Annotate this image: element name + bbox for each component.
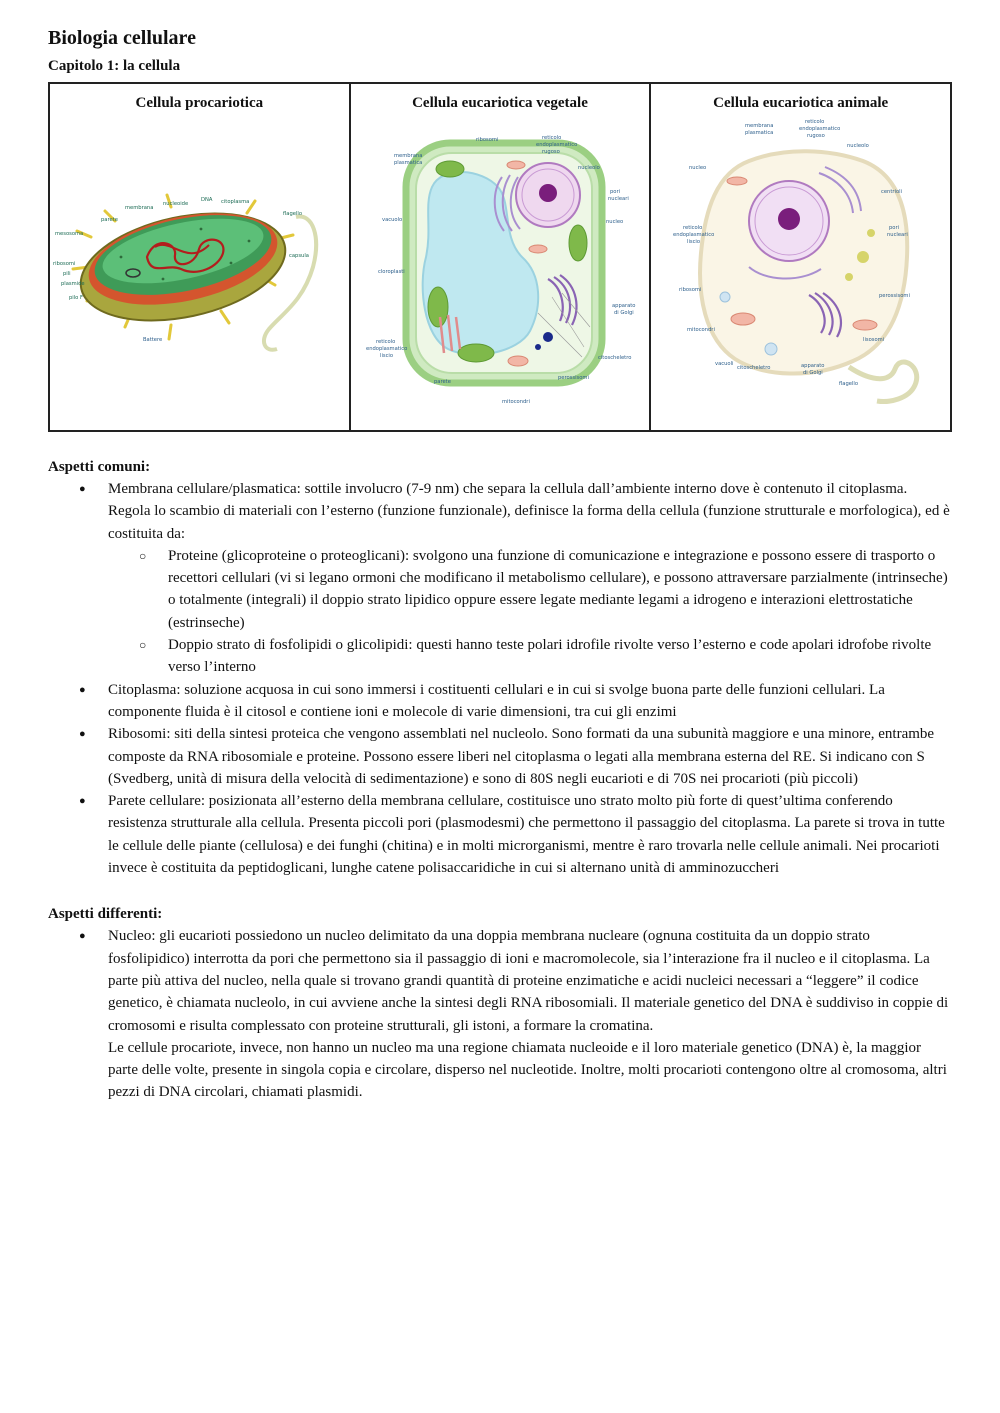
svg-text:endoplasmatico: endoplasmatico <box>672 232 714 238</box>
list-item: ● Parete cellulare: posizionata all’esterno della membrana cellulare, costituisce uno strato molto più forte di quest’ultima conferendo resistenza strutturale alla cellula. Presenta piccoli pori (plasmodesmi) che permettono il passaggio del citoplasma. La parete si trova in tutte le cellule delle piante (cellulosa) e dei funghi (chitina) e in molti microrganismi, mentre è raro trovarla nelle cellule animali. Nei procarioti invece è costituita da peptidoglicani, lunghe catene polisaccaridiche in cui si alternano unità di amminozuccheri <box>48 790 952 879</box>
svg-text:Battere: Battere <box>143 337 163 343</box>
svg-text:membrana: membrana <box>744 123 774 129</box>
svg-text:liscio: liscio <box>379 353 394 359</box>
different-aspects-list <box>48 925 952 1103</box>
svg-text:ribosomi: ribosomi <box>678 287 702 293</box>
cell-comparison-table <box>48 82 952 432</box>
membrane-sublist <box>108 545 952 679</box>
svg-text:liscio: liscio <box>686 239 700 245</box>
svg-text:nucleolo: nucleolo <box>577 165 600 171</box>
svg-text:membrana: membrana <box>125 205 154 211</box>
svg-text:endoplasmatico: endoplasmatico <box>535 142 578 148</box>
document-title: Biologia cellulare <box>48 27 196 49</box>
svg-text:membrana: membrana <box>393 153 423 159</box>
plant-cell-column <box>350 83 651 431</box>
svg-text:reticolo: reticolo <box>541 135 562 141</box>
svg-text:cloroplasti: cloroplasti <box>377 269 405 275</box>
svg-text:pili: pili <box>63 271 71 277</box>
svg-text:plasmatica: plasmatica <box>744 130 774 136</box>
svg-text:reticolo: reticolo <box>375 339 396 345</box>
sublist-item: ○ Proteine (glicoproteine o proteoglicani): svolgono una funzione di comunicazione e integrazione e possono essere di trasporto o recettori cellulari (vi si legano ormoni che modificano il metabolismo cellulare), e possono attraversare parzialmente (intrinseche) o totalmente (integrali) il doppio strato lipidico oppure essere legate mediante legami a idrogeno e interazioni elettrostatiche (estrinseche) <box>108 545 952 634</box>
svg-text:reticolo: reticolo <box>804 119 824 125</box>
svg-text:apparato: apparato <box>800 363 825 369</box>
svg-text:ribosomi: ribosomi <box>53 261 76 267</box>
list-item-text: Membrana cellulare/plasmatica: sottile involucro (7-9 nm) che separa la cellula dall’ambiente interno dove è contenuto il citoplasma. Regola lo scambio di materiali con l’esterno (funzione funzionale), definisce la forma della cellula (funzione strutturale e morfologica), ed è costituita da: <box>108 481 950 542</box>
animal-cell-title: Cellula eucariotica animale <box>713 95 889 111</box>
svg-text:di Golgi: di Golgi <box>613 310 634 316</box>
svg-text:nucleari: nucleari <box>886 232 908 238</box>
svg-text:nucleoide: nucleoide <box>163 201 189 207</box>
svg-text:ribosomi: ribosomi <box>475 137 499 143</box>
svg-text:parete: parete <box>101 217 119 223</box>
svg-text:di Golgi: di Golgi <box>802 370 823 376</box>
svg-text:rugoso: rugoso <box>806 133 825 139</box>
svg-text:apparato: apparato <box>611 303 636 309</box>
animal-cell-illustration <box>653 117 949 417</box>
svg-text:citoscheletro: citoscheletro <box>736 365 771 371</box>
svg-text:rugoso: rugoso <box>541 149 560 155</box>
svg-text:perossisomi: perossisomi <box>557 375 589 381</box>
svg-text:plasmide: plasmide <box>61 281 85 287</box>
svg-text:pori: pori <box>888 225 899 231</box>
list-item-text: ● Nucleo: gli eucarioti possiedono un nucleo delimitato da una doppia membrana nucleare (ognuna costituita da un doppio strato fosfolipidico) interrotta da pori che permettono sia il passaggio di ioni e macromolecole, sia l’interazione fra il nucleo e il citoplasma. La parte più attiva del nucleo, nella quale si trovano grandi quantità di proteine enzimatiche e acidi nucleici necessari a “leggere” il codice genetico, è chiamata nucleolo, in cui avviene anche la sintesi degli RNA ribosomiali. Il materiale genetico del DNA è suddiviso in coppie di cromosomi e risulta complessato con proteine strutturali, gli istoni, a formare la cromatina. <box>108 928 949 1034</box>
svg-text:nucleo: nucleo <box>688 165 706 171</box>
svg-text:vacuolo: vacuolo <box>381 217 403 223</box>
sublist-item: ○ Doppio strato di fosfolipidi o glicolipidi: questi hanno teste polari idrofile rivolte verso l’esterno e code apolari idrofobe rivolte verso l’interno <box>108 634 952 679</box>
different-aspects-title: Aspetti differenti: <box>48 906 163 923</box>
svg-text:pilo F: pilo F <box>69 295 84 301</box>
common-aspects-section <box>48 456 952 879</box>
svg-text:endoplasmatico: endoplasmatico <box>798 126 840 132</box>
svg-text:mitocondri: mitocondri <box>501 399 530 405</box>
animal-cell-column <box>650 83 951 431</box>
svg-text:centrioli: centrioli <box>880 189 902 195</box>
svg-text:lisosomi: lisosomi <box>862 337 884 343</box>
svg-text:pori: pori <box>609 189 621 195</box>
svg-text:perossisomi: perossisomi <box>878 293 910 299</box>
svg-text:capsula: capsula <box>289 253 310 259</box>
list-item: ● Ribosomi: siti della sintesi proteica che vengono assemblati nel nucleolo. Sono formati da una subunità maggiore e una minore, entrambe composte da RNA ribosomiale e proteine. Possono essere liberi nel citoplasma o legati alla membrana esterna del RE. Si indicano con S (Svedberg, unità di misura della velocità di sedimentazione) e sono di 80S negli eucarioti e di 70S nei procarioti (più piccoli) <box>48 723 952 790</box>
prokaryote-title: Cellula procariotica <box>135 95 264 111</box>
svg-text:DNA: DNA <box>201 197 213 203</box>
svg-text:nucleolo: nucleolo <box>846 143 869 149</box>
list-item <box>48 925 952 1103</box>
list-item-text-continued: Le cellule procariote, invece, non hanno un nucleo ma una regione chiamata nucleoide e il loro materiale genetico (DNA) è, la maggior parte delle volte, presente in singola copia e circolare, disperso nel nucleotide. Inoltre, molti procarioti contengono oltre al cromosoma, altri pezzi di DNA circolari, chiamati plasmidi. <box>108 1039 947 1101</box>
different-aspects-section <box>48 903 952 1103</box>
prokaryote-cell-illustration <box>51 117 347 417</box>
document-page <box>48 24 952 1104</box>
svg-text:flagello: flagello <box>838 381 858 387</box>
svg-text:nucleo: nucleo <box>605 219 624 225</box>
svg-text:flagello: flagello <box>283 211 303 217</box>
prokaryote-cell-column <box>49 83 350 431</box>
plant-cell-illustration <box>352 117 648 417</box>
common-aspects-title: Aspetti comuni: <box>48 459 151 475</box>
svg-text:endoplasmatico: endoplasmatico <box>365 346 408 352</box>
svg-text:vacuoli: vacuoli <box>714 361 734 367</box>
svg-text:citoplasma: citoplasma <box>221 199 250 205</box>
common-aspects-list <box>48 478 952 879</box>
svg-text:reticolo: reticolo <box>682 225 702 231</box>
list-item <box>48 478 952 679</box>
svg-text:parete: parete <box>433 379 451 385</box>
svg-text:mitocondri: mitocondri <box>686 327 715 333</box>
svg-text:mesosoma: mesosoma <box>55 231 84 237</box>
chapter-title: Capitolo 1: la cellula <box>48 58 181 74</box>
svg-text:plasmatica: plasmatica <box>393 160 423 166</box>
svg-text:citoscheletro: citoscheletro <box>597 355 632 361</box>
plant-cell-title: Cellula eucariotica vegetale <box>412 95 588 111</box>
svg-text:nucleari: nucleari <box>607 196 629 202</box>
list-item: ● Citoplasma: soluzione acquosa in cui sono immersi i costituenti cellulari e in cui si svolge buona parte delle funzioni cellulari. La componente fluida è il citosol e contiene ioni e molecole di varie dimensioni, tra cui gli enzimi <box>48 679 952 724</box>
